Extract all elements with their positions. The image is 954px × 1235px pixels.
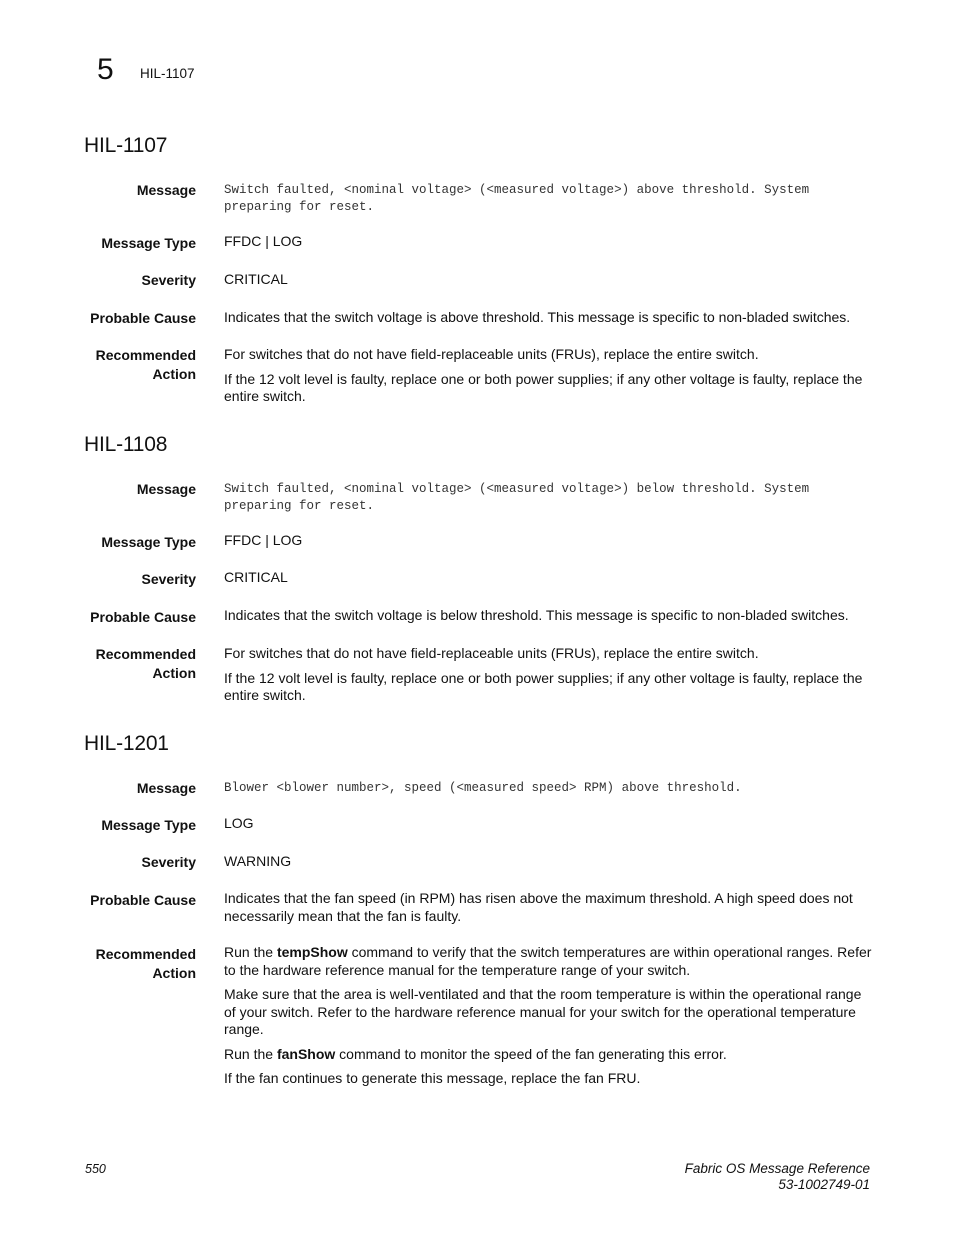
footer-doc-info bbox=[685, 1161, 870, 1193]
message-text: Switch faulted, <nominal voltage> (<measured voltage>) below threshold. System preparing for reset. bbox=[224, 482, 810, 513]
chapter-number: 5 bbox=[97, 53, 114, 86]
severity-value: WARNING bbox=[224, 853, 292, 869]
action-paragraph bbox=[224, 1046, 874, 1064]
document-title: Fabric OS Message Reference bbox=[684, 1161, 870, 1176]
action-text: Run the bbox=[224, 1045, 277, 1062]
probable-cause-text: Indicates that the switch voltage is above threshold. This message is specific to non-bladed switches. bbox=[224, 309, 851, 325]
action-paragraph: For switches that do not have field-replaceable units (FRUs), replace the entire switch. bbox=[224, 645, 759, 661]
probable-cause-label: Probable Cause bbox=[90, 609, 196, 625]
action-paragraph: If the fan continues to generate this message, replace the fan FRU. bbox=[224, 1070, 641, 1086]
probable-cause-text: Indicates that the switch voltage is below threshold. This message is specific to non-bladed switches. bbox=[224, 607, 849, 623]
recommended-action-label-line1: Recommended bbox=[95, 946, 196, 962]
probable-cause-text: Indicates that the fan speed (in RPM) has risen above the maximum threshold. A high speed does not necessarily mean that the fan is faulty. bbox=[224, 890, 853, 924]
message-type-label: Message Type bbox=[101, 817, 196, 833]
message-type-label: Message Type bbox=[101, 235, 196, 251]
action-text: command to verify that the switch temperatures are within operational ranges. Refer to the hardware reference manual for the temperature range of your switch. bbox=[224, 944, 872, 978]
message-type-value: FFDC | LOG bbox=[224, 532, 303, 548]
recommended-action-label bbox=[60, 645, 196, 683]
section-title: HIL-1201 bbox=[84, 732, 169, 755]
recommended-action-label bbox=[60, 346, 196, 384]
recommended-action-text bbox=[224, 944, 874, 1095]
message-type-value: FFDC | LOG bbox=[224, 233, 303, 249]
section-title: HIL-1108 bbox=[84, 433, 168, 456]
message-type-label: Message Type bbox=[101, 534, 196, 550]
recommended-action-label-line1: Recommended bbox=[95, 347, 196, 363]
recommended-action-label-line2: Action bbox=[152, 665, 196, 681]
message-type-value: LOG bbox=[224, 815, 254, 831]
recommended-action-label-line2: Action bbox=[152, 366, 196, 382]
recommended-action-label-line1: Recommended bbox=[95, 646, 196, 662]
severity-label: Severity bbox=[141, 571, 196, 587]
message-label: Message bbox=[136, 481, 196, 497]
command-name: tempShow bbox=[276, 944, 348, 960]
document-number: 53-1002749-01 bbox=[778, 1177, 870, 1192]
recommended-action-label bbox=[60, 945, 196, 983]
action-paragraph bbox=[224, 944, 874, 979]
message-text: Switch faulted, <nominal voltage> (<measured voltage>) above threshold. System preparing for reset. bbox=[224, 183, 810, 214]
action-paragraph: If the 12 volt level is faulty, replace one or both power supplies; if any other voltage is faulty, replace the entire switch. bbox=[224, 370, 863, 404]
severity-label: Severity bbox=[141, 854, 196, 870]
action-paragraph: Make sure that the area is well-ventilated and that the room temperature is within the operational range of your switch. Refer to the hardware reference manual for your switch for the operational temperature range. bbox=[224, 986, 862, 1037]
message-label: Message bbox=[136, 780, 196, 796]
severity-label: Severity bbox=[141, 272, 196, 288]
command-name: fanShow bbox=[276, 1045, 336, 1062]
message-text: Blower <blower number>, speed (<measured speed> RPM) above threshold. bbox=[224, 781, 742, 795]
page-number: 550 bbox=[85, 1162, 106, 1176]
action-text: Run the bbox=[224, 944, 277, 960]
severity-value: CRITICAL bbox=[224, 569, 288, 585]
action-paragraph: If the 12 volt level is faulty, replace one or both power supplies; if any other voltage is faulty, replace the entire switch. bbox=[224, 669, 863, 703]
recommended-action-text bbox=[224, 346, 874, 413]
probable-cause-label: Probable Cause bbox=[90, 892, 196, 908]
probable-cause-label: Probable Cause bbox=[90, 310, 196, 326]
message-label: Message bbox=[136, 182, 196, 198]
severity-value: CRITICAL bbox=[224, 271, 288, 287]
recommended-action-label-line2: Action bbox=[152, 965, 196, 981]
action-text: command to monitor the speed of the fan generating this error. bbox=[335, 1045, 727, 1062]
action-paragraph: For switches that do not have field-replaceable units (FRUs), replace the entire switch. bbox=[224, 346, 759, 362]
section-title: HIL-1107 bbox=[84, 134, 168, 157]
running-header-topic: HIL-1107 bbox=[140, 66, 195, 81]
recommended-action-text bbox=[224, 645, 874, 712]
